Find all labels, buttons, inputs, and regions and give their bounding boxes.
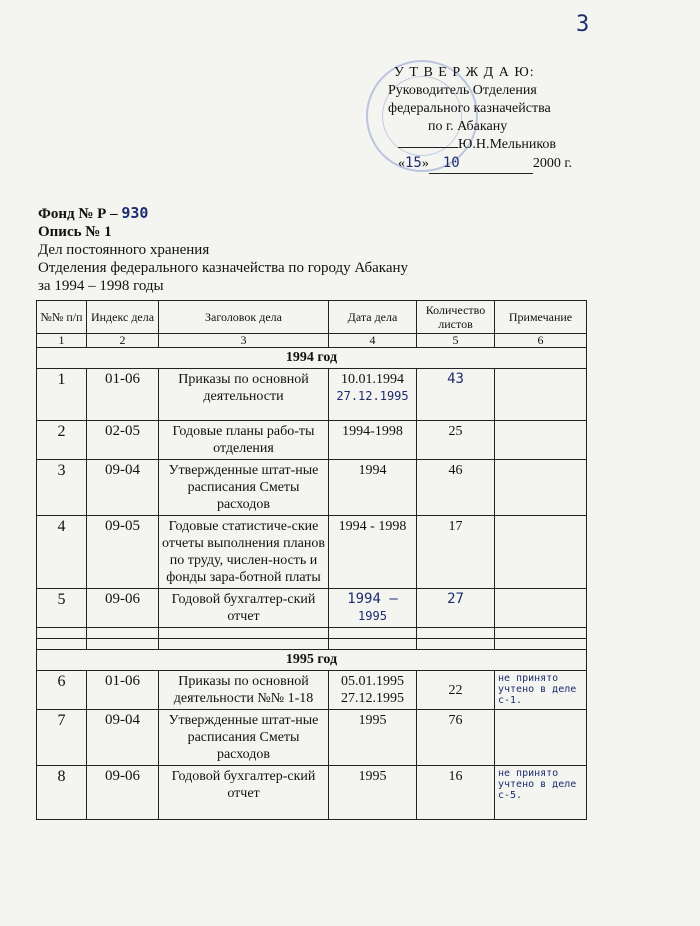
row-index: 01-06 <box>87 369 159 421</box>
approval-signer: Ю.Н.Мельников <box>458 137 557 152</box>
row-title: Приказы по основной деятельности №№ 1-18 <box>159 671 329 710</box>
row-date-hand2: 1995 <box>358 609 387 623</box>
year-row <box>37 650 587 671</box>
header-line5: за 1994 – 1998 годы <box>38 278 164 294</box>
approval-block <box>388 64 618 174</box>
approval-line1: Руководитель Отделения <box>388 83 537 98</box>
row-index: 09-04 <box>87 710 159 766</box>
fond-label: Фонд № Р – <box>38 206 122 222</box>
row-note-hand: не принято учтено в деле с-1. <box>498 673 577 706</box>
approval-title: У Т В Е Р Ж Д А Ю: <box>394 65 535 80</box>
fond-line <box>38 204 408 223</box>
row-title: Годовой бухгалтер-ский отчет <box>159 766 329 820</box>
col-number: 2 <box>87 334 159 348</box>
page-number: 3 <box>576 12 590 37</box>
year-heading: 1995 год <box>37 650 587 671</box>
row-number: 2 <box>37 421 87 460</box>
row-index: 09-04 <box>87 460 159 516</box>
date-month: 10 <box>442 155 460 171</box>
row-number: 5 <box>37 589 87 628</box>
date-day: 15 <box>405 155 422 171</box>
document-header <box>38 204 408 295</box>
table-row <box>37 589 587 628</box>
row-note <box>495 369 587 421</box>
row-date-typed: 10.01.1994 <box>341 372 404 387</box>
row-index: 01-06 <box>87 671 159 710</box>
row-date <box>329 369 417 421</box>
row-qty: 46 <box>417 460 495 516</box>
table-row <box>37 671 587 710</box>
row-date: 1995 <box>329 766 417 820</box>
inventory-table <box>36 300 587 820</box>
row-qty-hand: 27 <box>447 591 464 607</box>
row-title: Годовые статистиче-ские отчеты выполнения планов по труду, числен-ность и фонды зара-ботной платы <box>159 516 329 589</box>
signature <box>398 147 458 148</box>
row-qty: 17 <box>417 516 495 589</box>
col-header: Примечание <box>495 301 587 334</box>
table-row <box>37 369 587 421</box>
row-index: 02-05 <box>87 421 159 460</box>
approval-signature-line <box>388 136 618 154</box>
row-qty-hand: 43 <box>447 371 464 387</box>
row-note <box>495 589 587 628</box>
header-line4: Отделения федерального казначейства по городу Абакану <box>38 260 409 276</box>
row-title: Утвержденные штат-ные расписания Сметы расходов <box>159 460 329 516</box>
approval-line2: федерального казначейства <box>388 101 551 116</box>
col-header: Количество листов <box>417 301 495 334</box>
date-quote-open: « <box>398 156 405 171</box>
table-row <box>37 460 587 516</box>
table-row <box>37 421 587 460</box>
row-date <box>329 589 417 628</box>
row-note <box>495 460 587 516</box>
table-row <box>37 766 587 820</box>
row-number: 3 <box>37 460 87 516</box>
row-title: Утвержденные штат-ные расписания Сметы расходов <box>159 710 329 766</box>
row-date: 1994 - 1998 <box>329 516 417 589</box>
blank-row <box>37 639 587 650</box>
col-number: 5 <box>417 334 495 348</box>
col-header: Дата дела <box>329 301 417 334</box>
row-index: 09-06 <box>87 766 159 820</box>
opis-line: Опись № 1 <box>38 224 112 240</box>
row-date: 1995 <box>329 710 417 766</box>
row-note <box>495 671 587 710</box>
col-header: Заголовок дела <box>159 301 329 334</box>
row-title: Приказы по основной деятельности <box>159 369 329 421</box>
approval-line3: по г. Абакану <box>428 119 508 134</box>
fond-number: 930 <box>121 204 149 222</box>
year-row <box>37 348 587 369</box>
col-number: 6 <box>495 334 587 348</box>
row-note <box>495 710 587 766</box>
col-header: Индекс дела <box>87 301 159 334</box>
row-date: 1994-1998 <box>329 421 417 460</box>
year-heading: 1994 год <box>37 348 587 369</box>
row-date: 1994 <box>329 460 417 516</box>
blank-row <box>37 628 587 639</box>
row-number: 7 <box>37 710 87 766</box>
row-title: Годовой бухгалтер-ский отчет <box>159 589 329 628</box>
col-number: 1 <box>37 334 87 348</box>
row-qty <box>417 589 495 628</box>
row-qty: 22 <box>417 671 495 710</box>
row-note <box>495 421 587 460</box>
row-qty: 76 <box>417 710 495 766</box>
date-year: 2000 г. <box>532 156 573 171</box>
table-header-row <box>37 301 587 334</box>
row-date-hand: 1994 – <box>347 591 398 607</box>
row-number: 6 <box>37 671 87 710</box>
row-number: 1 <box>37 369 87 421</box>
row-number: 8 <box>37 766 87 820</box>
row-index: 09-05 <box>87 516 159 589</box>
row-note <box>495 766 587 820</box>
col-number: 4 <box>329 334 417 348</box>
row-number: 4 <box>37 516 87 589</box>
row-date-hand: 27.12.1995 <box>336 389 409 403</box>
row-date: 05.01.1995 27.12.1995 <box>329 671 417 710</box>
col-header: №№ п/п <box>37 301 87 334</box>
row-note-hand: не принято учтено в деле с-5. <box>498 768 577 801</box>
col-number: 3 <box>159 334 329 348</box>
row-qty: 25 <box>417 421 495 460</box>
table-row <box>37 710 587 766</box>
row-note <box>495 516 587 589</box>
row-index: 09-06 <box>87 589 159 628</box>
date-quote-close: » <box>421 156 429 171</box>
row-title: Годовые планы рабо-ты отделения <box>159 421 329 460</box>
header-line3: Дел постоянного хранения <box>38 242 210 258</box>
column-number-row <box>37 334 587 348</box>
row-qty: 16 <box>417 766 495 820</box>
row-qty <box>417 369 495 421</box>
table-row <box>37 516 587 589</box>
approval-date <box>388 154 618 174</box>
